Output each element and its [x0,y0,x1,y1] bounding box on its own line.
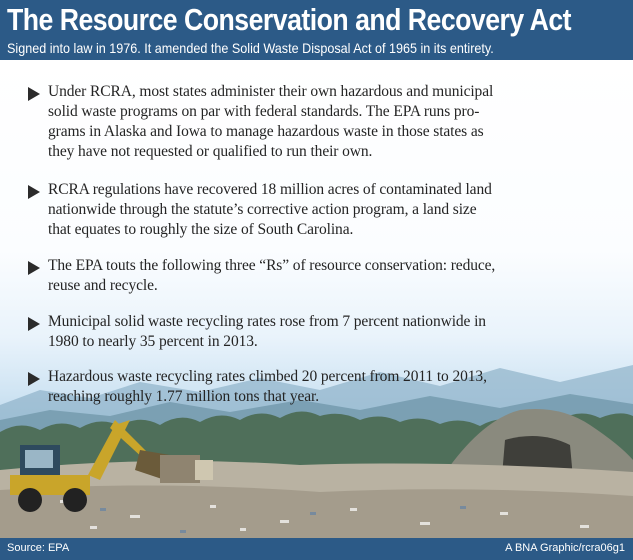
bullet-text [48,180,618,240]
page-subtitle: Signed into law in 1976. It amended the Solid Waste Disposal Act of 1965 in its entirety. [7,40,494,56]
bullet-line: The EPA touts the following three “Rs” of resource conservation: reduce, [48,257,496,274]
bullet-arrow-icon [28,317,40,331]
bullet-line: Under RCRA, most states administer their own hazardous and municipal [48,83,494,100]
bullet-text [48,367,618,407]
source-label: Source: EPA [7,542,70,554]
bullet-line: RCRA regulations have recovered 18 million acres of contaminated land [48,181,492,198]
bullet-line: that equates to roughly the size of South Carolina. [48,221,354,238]
bullet-arrow-icon [28,185,40,199]
credit-label: A BNA Graphic/rcra06g1 [505,542,625,554]
bullet-arrow-icon [28,372,40,386]
bullet-text [48,82,618,162]
bullet-line: solid waste programs on par with federal standards. The EPA runs pro- [48,103,480,120]
bullet-line: Municipal solid waste recycling rates rose from 7 percent nationwide in [48,313,486,330]
footer-bar [0,538,633,560]
bullet-line: they have not requested or qualified to run their own. [48,143,373,160]
bullet-line: 1980 to nearly 35 percent in 2013. [48,333,258,350]
bullet-line: Hazardous waste recycling rates climbed 20 percent from 2011 to 2013, [48,368,487,385]
header-banner [0,0,633,60]
bullet-line: reaching roughly 1.77 million tons that year. [48,388,320,405]
bullet-line: nationwide through the statute’s corrective action program, a land size [48,201,477,218]
bullet-line: grams in Alaska and Iowa to manage hazardous waste in those states as [48,123,484,140]
bullet-text [48,312,618,352]
page-title: The Resource Conservation and Recovery Act [7,2,572,37]
bullet-text [48,256,618,296]
bullet-arrow-icon [28,87,40,101]
bullet-arrow-icon [28,261,40,275]
bullet-line: reuse and recycle. [48,277,158,294]
